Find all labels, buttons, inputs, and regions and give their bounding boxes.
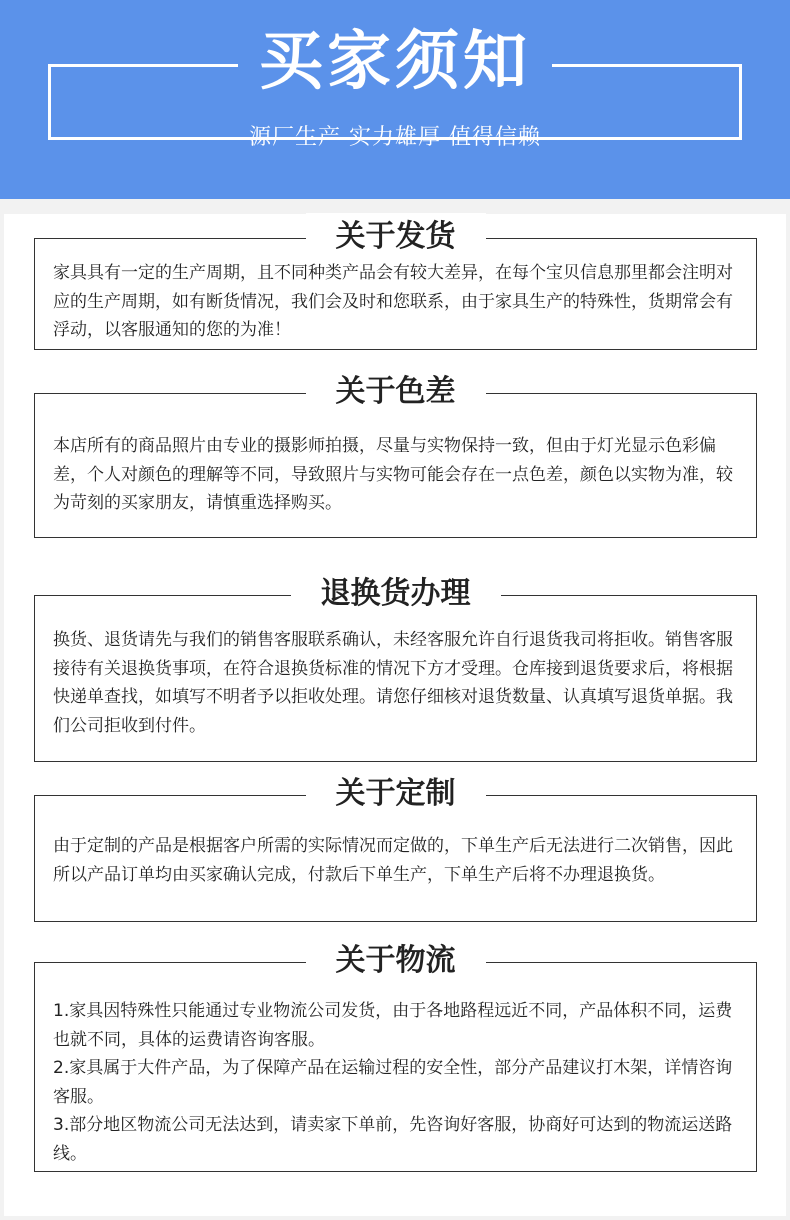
section-body: [53, 832, 742, 889]
section-title: 关于定制: [306, 770, 486, 818]
section-paragraph: 3.部分地区物流公司无法达到，请卖家下单前，先咨询好客服，协商好可达到的物流运送路线。: [53, 1115, 733, 1164]
page-subtitle: 源厂生产 实力雄厚 值得信赖: [249, 125, 541, 150]
section-logistics: [34, 943, 757, 1172]
section-paragraph: 本店所有的商品照片由专业的摄影师拍摄，尽量与实物保持一致，但由于灯光显示色彩偏差，个人对颜色的理解等不同，导致照片与实物可能会存在一点色差，颜色以实物为准，较为苛刻的买家朋友，请慎重选择购买。: [53, 436, 733, 513]
section-paragraph: 由于定制的产品是根据客户所需的实际情况而定做的，下单生产后无法进行二次销售，因此所以产品订单均由买家确认完成，付款后下单生产，下单生产后将不办理退换货。: [53, 836, 733, 885]
page-title: 买家须知: [259, 25, 531, 99]
section-body: [53, 432, 742, 518]
section-customization: [34, 776, 757, 922]
section-body: [53, 626, 742, 740]
header-banner: [0, 0, 790, 199]
section-title: 关于发货: [306, 213, 486, 261]
section-body: [53, 997, 742, 1168]
section-title: 退换货办理: [291, 570, 501, 618]
section-paragraph: 1.家具因特殊性只能通过专业物流公司发货，由于各地路程远近不同，产品体积不同，运费也就不同，具体的运费请咨询客服。: [53, 1001, 733, 1050]
section-paragraph: 2.家具属于大件产品，为了保障产品在运输过程的安全性，部分产品建议打木架，详情咨询客服。: [53, 1058, 733, 1107]
section-body: [53, 259, 742, 345]
section-paragraph: 换货、退货请先与我们的销售客服联系确认，未经客服允许自行退货我司将拒收。销售客服接待有关退换货事项，在符合退换货标准的情况下方才受理。仓库接到退货要求后，将根据快递单查找，如填写不明者予以拒收处理。请您仔细核对退货数量、认真填写退货单据。我们公司拒收到付件。: [53, 630, 733, 736]
section-color-difference: [34, 374, 757, 538]
section-shipping: [34, 219, 757, 350]
section-returns: [34, 576, 757, 762]
section-title: 关于物流: [306, 937, 486, 985]
section-paragraph: 家具具有一定的生产周期，且不同种类产品会有较大差异，在每个宝贝信息那里都会注明对应的生产周期，如有断货情况，我们会及时和您联系，由于家具生产的特殊性，货期常会有浮动，以客服通知的您的为准！: [53, 263, 733, 340]
section-title: 关于色差: [306, 368, 486, 416]
